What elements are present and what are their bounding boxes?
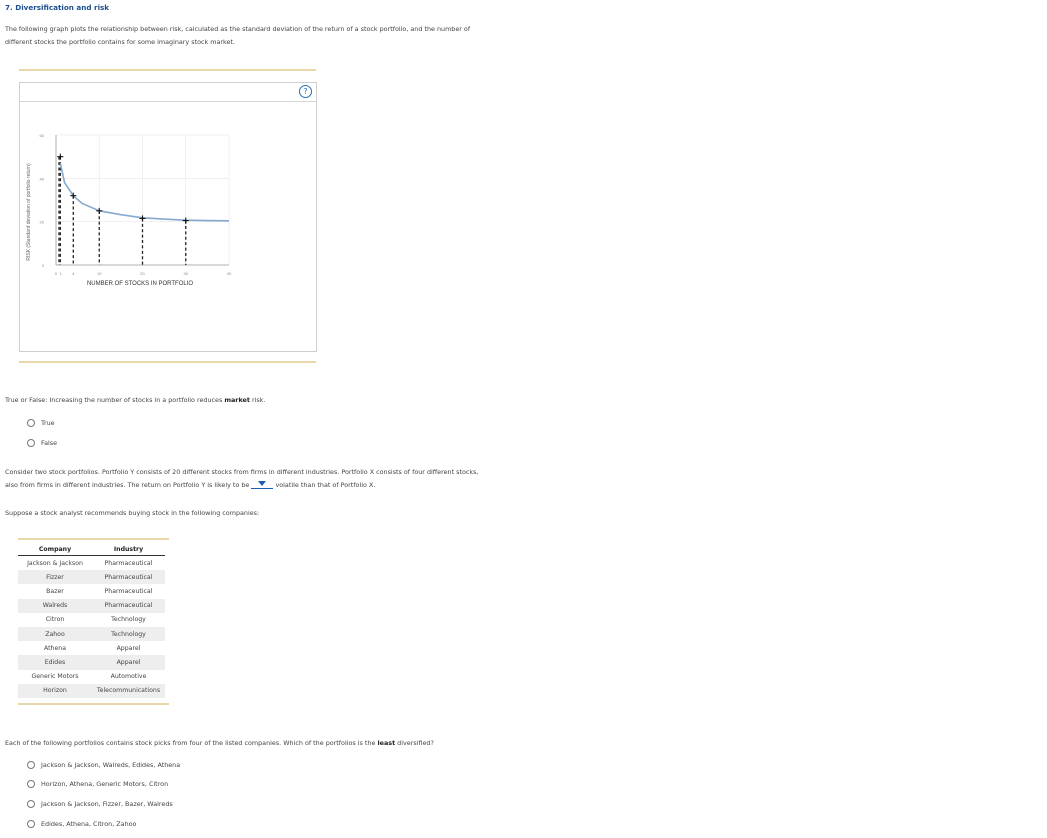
radio-button[interactable]	[27, 820, 35, 828]
divider-bottom	[19, 361, 316, 363]
x-tick-label: 20	[140, 271, 145, 276]
y-tick-label: 20	[39, 219, 44, 225]
company-cell: Horizon	[18, 684, 92, 698]
table-row	[18, 599, 165, 613]
table-divider-bottom	[18, 703, 169, 705]
x-tick-label: 30	[183, 271, 188, 276]
company-cell: Jackson & Jackson	[27, 559, 83, 567]
header-company: Company	[18, 543, 92, 556]
graph-toolbar	[20, 83, 316, 102]
graph-panel	[19, 82, 317, 352]
risk-curve	[60, 163, 229, 221]
q4-option-3[interactable]	[27, 799, 173, 809]
q4-option-4[interactable]	[27, 819, 136, 829]
radio-button[interactable]	[27, 439, 35, 447]
intro-text	[5, 23, 525, 49]
q4-prompt-pre: Each of the following portfolios contains stock picks from four of the listed companies. Which of the portfolios is the	[5, 739, 378, 747]
company-cell: Citron	[45, 616, 65, 624]
q2-text	[5, 466, 525, 492]
option-label: Edides, Athena, Citron, Zahoo	[41, 820, 137, 828]
industry-cell: Apparel	[92, 655, 165, 669]
table-row	[18, 613, 165, 627]
chevron-down-icon	[258, 481, 266, 486]
company-cell: Edides	[18, 655, 92, 669]
table-row	[18, 584, 165, 598]
y-tick-label: 0	[41, 263, 44, 268]
option-label: Horizon, Athena, Generic Motors, Citron	[41, 780, 169, 788]
company-cell: Athena	[44, 644, 66, 652]
industry-cell: Automotive	[110, 673, 147, 681]
industry-cell: Pharmaceutical	[92, 570, 165, 584]
industry-cell: Apparel	[116, 644, 141, 652]
company-cell: Walreds	[18, 599, 92, 613]
radio-button[interactable]	[27, 780, 35, 788]
table-row	[18, 684, 165, 698]
table-row	[18, 670, 165, 684]
dropdown-underline	[251, 488, 273, 489]
industry-cell: Technology	[111, 616, 146, 624]
q2-line-2-post: volatile than that of Portfolio X.	[275, 481, 376, 489]
page-title: 7. Diversification and risk	[5, 3, 110, 12]
q4-prompt-bold: least	[377, 739, 396, 747]
q4-option-2[interactable]	[27, 779, 168, 789]
intro-line-1: The following graph plots the relationship between risk, calculated as the standard deviation of the return of a stock portfolio, and the number of	[5, 25, 471, 33]
industry-cell: Pharmaceutical	[104, 587, 153, 595]
q2-line-2-pre: also from firms in different industries. The return on Portfolio Y is likely to be	[5, 481, 250, 489]
q1-option-false[interactable]	[27, 438, 57, 448]
x-axis-label: NUMBER OF STOCKS IN PORTFOLIO	[86, 281, 194, 287]
industry-cell: Telecommunications	[92, 684, 165, 698]
option-label: True	[41, 419, 55, 427]
option-label: Jackson & Jackson, Walreds, Edides, Athena	[41, 761, 181, 769]
option-label: Jackson & Jackson, Fizzer, Bazer, Walreds	[41, 800, 173, 808]
x-tick-label: 10	[97, 271, 102, 276]
q1-prompt-pre: True or False: Increasing the number of stocks in a portfolio reduces	[5, 396, 225, 404]
risk-chart	[20, 102, 316, 350]
company-cell: Zahoo	[18, 627, 92, 641]
industry-cell: Pharmaceutical	[104, 559, 153, 567]
company-cell: Generic Motors	[31, 673, 79, 681]
x-tick-label: 4	[72, 271, 75, 276]
q2-line-1: Consider two stock portfolios. Portfolio Y consists of 20 different stocks from firms in different industries. Portfolio X consists of four different stocks,	[5, 468, 479, 476]
divider-top	[19, 69, 316, 71]
x-tick-label: 40	[226, 271, 232, 276]
x-tick-label: 0	[54, 271, 58, 276]
y-tick-label: 40	[39, 176, 44, 182]
y-tick-label: 60	[39, 133, 44, 138]
table-row	[18, 627, 165, 641]
industry-cell: Technology	[92, 627, 165, 641]
x-tick-label: 1	[59, 271, 62, 276]
q1-prompt	[5, 394, 525, 407]
help-icon[interactable]: ?	[299, 85, 312, 98]
volatility-dropdown[interactable]	[251, 481, 273, 489]
radio-button[interactable]	[27, 800, 35, 808]
option-label: False	[41, 439, 58, 447]
industry-cell: Pharmaceutical	[92, 599, 165, 613]
q1-prompt-post: risk.	[249, 396, 266, 404]
table-divider-top	[18, 538, 169, 540]
q1-prompt-bold: market	[224, 396, 250, 404]
header-industry: Industry	[92, 543, 165, 556]
q4-prompt	[5, 737, 565, 750]
company-cell: Fizzer	[18, 570, 92, 584]
y-axis-label: RISK (Standard deviation of portfolio return)	[26, 163, 32, 261]
q2-line-2	[5, 479, 525, 492]
company-table	[18, 543, 165, 698]
table-row	[18, 655, 165, 669]
q4-prompt-post: diversified?	[395, 739, 434, 747]
table-header-row	[18, 543, 165, 556]
table-row	[18, 570, 165, 584]
q4-option-1[interactable]	[27, 760, 180, 770]
table-row	[18, 641, 165, 655]
radio-button[interactable]	[27, 419, 35, 427]
company-cell: Bazer	[46, 587, 64, 595]
q1-option-true[interactable]	[27, 418, 55, 428]
q3-intro: Suppose a stock analyst recommends buying stock in the following companies:	[5, 509, 260, 517]
table-row	[18, 556, 165, 571]
radio-button[interactable]	[27, 761, 35, 769]
intro-line-2: different stocks the portfolio contains for some imaginary stock market.	[5, 38, 235, 46]
